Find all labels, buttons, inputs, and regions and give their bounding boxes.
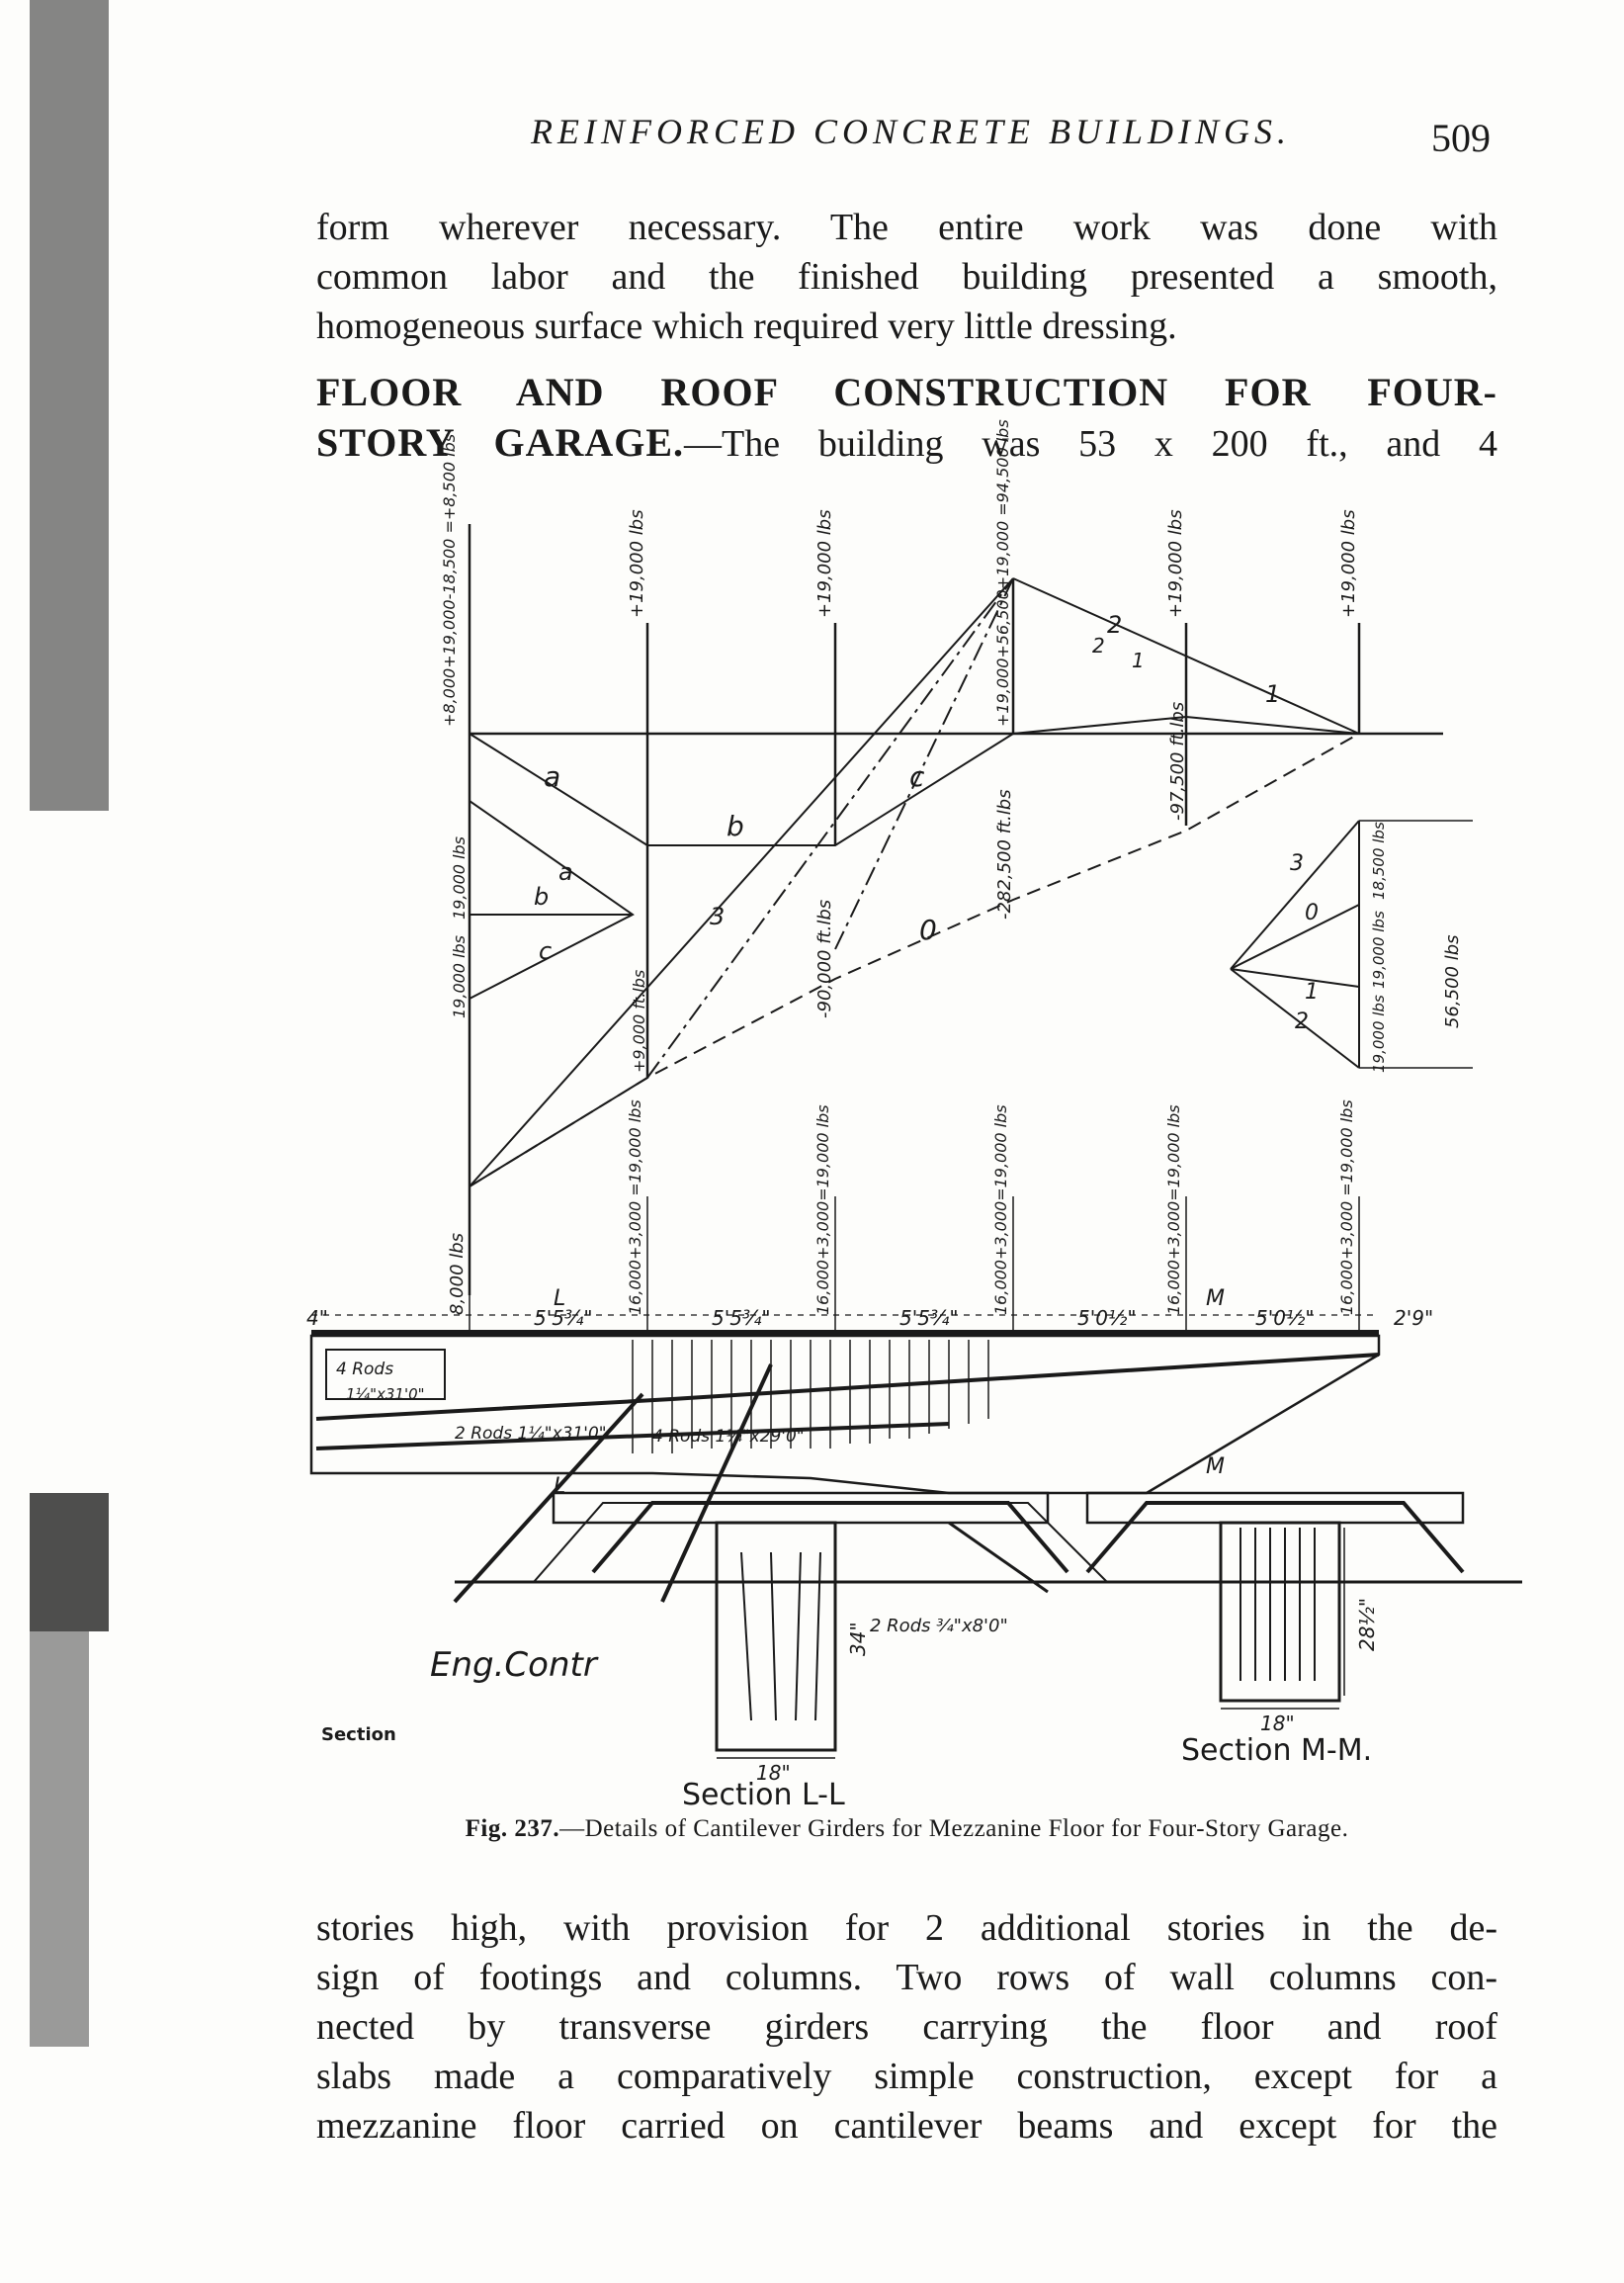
text-line: nected by transverse girders carrying the floor and roof bbox=[316, 2006, 1497, 2048]
moment-label: -90,000 ft.lbs bbox=[814, 899, 835, 1018]
load-label-top: +19,000 lbs bbox=[1165, 509, 1186, 618]
rod-label: 4 Rods 1¼"x29'0" bbox=[652, 1427, 805, 1447]
stamp-section: Section bbox=[321, 1724, 396, 1745]
caption-label: Fig. 237. bbox=[465, 1815, 560, 1842]
credit-eng-contr: Eng.Contr bbox=[430, 1645, 597, 1685]
rod-label: 2 Rods 1¼"x31'0" bbox=[455, 1424, 607, 1444]
rod-label: 2 Rods ¾"x8'0" bbox=[870, 1616, 1008, 1636]
running-head: REINFORCED CONCRETE BUILDINGS. bbox=[531, 112, 1291, 151]
span-dim: 2'9" bbox=[1394, 1306, 1434, 1330]
figure-caption bbox=[316, 1814, 1497, 1844]
load-label-top: +19,000 lbs bbox=[1338, 509, 1359, 618]
dim-mm-depth: 28½" bbox=[1355, 1597, 1379, 1651]
link-label: b bbox=[727, 810, 744, 842]
load-label-top: +19,000 lbs bbox=[627, 509, 647, 618]
link-label: a bbox=[544, 760, 561, 793]
link-label: c bbox=[909, 760, 925, 793]
text-line: homogeneous surface which required very little dressing. bbox=[316, 306, 1177, 347]
section-heading bbox=[316, 368, 1497, 469]
dim-ll-width: 18" bbox=[756, 1761, 791, 1785]
link-label: 2 bbox=[1092, 634, 1105, 658]
link-label: 2 bbox=[1107, 611, 1123, 639]
column-load-label: 16,000+3,000 =19,000 lbs bbox=[626, 1099, 644, 1315]
column-load-label: 16,000+3,000=19,000 lbs bbox=[991, 1104, 1010, 1315]
force-polygon-label: 19,000 lbs bbox=[1370, 911, 1388, 989]
link-label: 3 bbox=[710, 903, 726, 930]
load-label-top: +8,000+19,000-18,500 =+8,500 lbs bbox=[440, 433, 459, 727]
link-label: 1 bbox=[1265, 680, 1281, 708]
text-line: sign of footings and columns. Two rows of wall columns con- bbox=[316, 1957, 1497, 1998]
section-mark: L bbox=[554, 1474, 566, 1499]
column-load-label: 8,000 lbs bbox=[447, 1232, 468, 1315]
section-mark: L bbox=[554, 1286, 566, 1311]
force-triangle-label: 19,000 lbs bbox=[450, 934, 469, 1018]
link-label: c bbox=[539, 937, 553, 965]
link-label: 2 bbox=[1295, 1010, 1309, 1034]
section-mark: M bbox=[1206, 1454, 1225, 1479]
force-polygon-label: 56,500 lbs bbox=[1442, 934, 1463, 1028]
scan-edge-middle bbox=[30, 1493, 109, 1631]
section-ll-label: Section L-L bbox=[682, 1778, 845, 1812]
text-line: form wherever necessary. The entire work was done with bbox=[316, 207, 1497, 248]
page-number: 509 bbox=[1431, 116, 1491, 160]
link-label: a bbox=[558, 858, 573, 886]
section-mark: M bbox=[1206, 1286, 1225, 1311]
heading-text-rest: —The building was 53 x 200 ft., and 4 bbox=[684, 423, 1497, 465]
column-load-label: 16,000+3,000=19,000 lbs bbox=[1164, 1104, 1183, 1315]
load-label-top: +19,000 lbs bbox=[814, 509, 835, 618]
heading-line-1: FLOOR AND ROOF CONSTRUCTION FOR FOUR- bbox=[316, 370, 1497, 414]
moment-label: -282,500 ft.lbs bbox=[994, 789, 1015, 920]
span-dim: 5'5¾" bbox=[899, 1306, 959, 1330]
caption-text: —Details of Cantilever Girders for Mezzanine Floor for Four-Story Garage. bbox=[559, 1815, 1349, 1842]
text-line: stories high, with provision for 2 additional stories in the de- bbox=[316, 1907, 1497, 1949]
link-label: 0 bbox=[1305, 901, 1319, 925]
link-label: 1 bbox=[1132, 649, 1145, 672]
dim-ll-depth: 34" bbox=[846, 1622, 870, 1656]
scan-edge-top bbox=[30, 0, 109, 811]
heading-line-2: STORY GARAGE. bbox=[316, 420, 685, 465]
text-line: mezzanine floor carried on cantilever beams and except for the bbox=[316, 2105, 1497, 2147]
force-polygon-label: 18,500 lbs bbox=[1370, 822, 1388, 900]
rod-label: 4 Rods bbox=[336, 1360, 394, 1379]
link-label: 3 bbox=[1290, 851, 1304, 876]
link-label: 0 bbox=[919, 914, 937, 946]
force-triangle-label: 19,000 lbs bbox=[450, 835, 469, 920]
moment-label: +9,000 ft.lbs bbox=[630, 969, 648, 1073]
text-line: slabs made a comparatively simple construction, except for a bbox=[316, 2056, 1497, 2097]
link-label: b bbox=[534, 883, 550, 911]
left-dim: 4" bbox=[306, 1306, 328, 1330]
span-dim: 5'0½" bbox=[1255, 1306, 1315, 1330]
span-dim: 5'5¾" bbox=[712, 1306, 771, 1330]
scan-edge-bottom bbox=[30, 1631, 89, 2047]
link-label: 1 bbox=[1305, 980, 1319, 1005]
load-label-top: +19,000+56,500+19,000 =94,500 lbs bbox=[993, 419, 1012, 727]
page-header bbox=[316, 111, 1502, 170]
span-dim: 5'0½" bbox=[1077, 1306, 1137, 1330]
column-load-label: 16,000+3,000 =19,000 lbs bbox=[1337, 1099, 1356, 1315]
text-line: common labor and the finished building presented a smooth, bbox=[316, 256, 1497, 298]
moment-label: -97,500 ft.lbs bbox=[1167, 701, 1188, 821]
force-polygon-label: 19,000 lbs bbox=[1370, 995, 1388, 1073]
rod-label: 1¼"x31'0" bbox=[346, 1385, 425, 1403]
dim-mm-width: 18" bbox=[1260, 1712, 1295, 1735]
section-mm-label: Section M-M. bbox=[1181, 1733, 1373, 1768]
span-dim: 5'5¾" bbox=[534, 1306, 593, 1330]
column-load-label: 16,000+3,000=19,000 lbs bbox=[813, 1104, 832, 1315]
